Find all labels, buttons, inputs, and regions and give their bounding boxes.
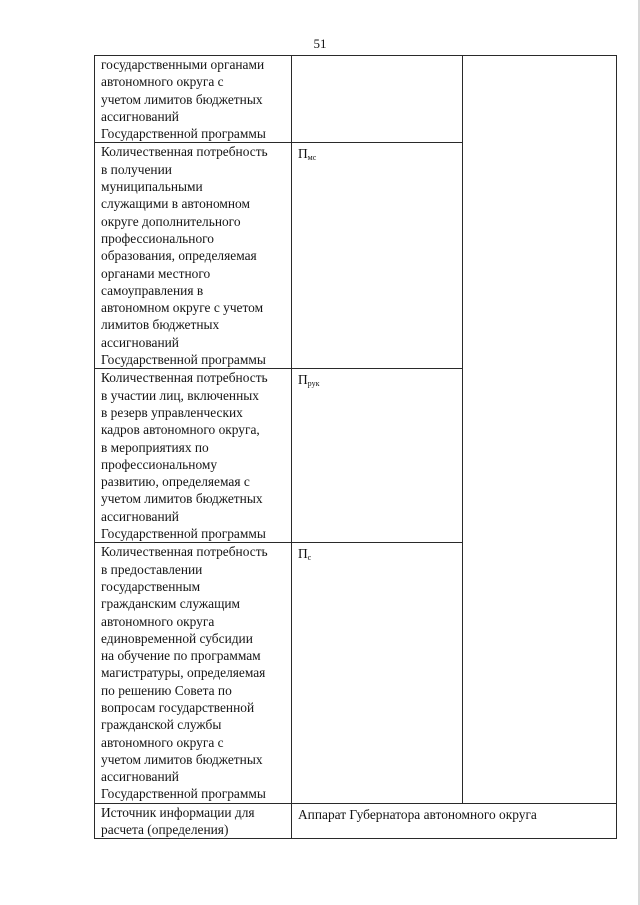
description-text: государственными органами автономного округа с учетом лимитов бюджетных ассигнований Государственной программы: [101, 57, 266, 142]
formula-symbol: [298, 543, 311, 566]
description-cell: [95, 56, 292, 143]
symbol-cell: [292, 369, 463, 543]
table-row: [95, 56, 617, 143]
symbol-cell: [292, 543, 463, 803]
symbol-subscript: рук: [307, 379, 320, 389]
symbol-base: П: [298, 146, 308, 162]
source-label-cell: [95, 803, 292, 839]
symbol-subscript: с: [307, 553, 312, 563]
source-row: [95, 803, 617, 839]
indicator-table: [94, 55, 617, 839]
description-cell: [95, 369, 292, 543]
symbol-base: П: [298, 546, 308, 562]
description-text: Количественная потребность в участии лиц, включенных в резерв управленческих кадров автономного округа, в мероприятиях по профессиональному развитию, определяемая с учетом лимитов бюджетных ассигнований Государственной программы: [101, 370, 268, 542]
page-number: 51: [313, 36, 327, 51]
symbol-base: П: [298, 372, 308, 388]
description-cell: [95, 143, 292, 369]
formula-symbol: [298, 369, 319, 392]
description-text: Количественная потребность в предоставлении государственным гражданским служащим автономного округа единовременной субсидии на обучение по программам магистратуры, определяемая по решению Совета по вопросам государственной гражданской службы автономного округа с учетом лимитов бюджетных ассигнований Государственной программы: [101, 544, 268, 802]
description-text: Количественная потребность в получении муниципальными служащими в автономном округе дополнительного профессионального образования, определяемая органами местного самоуправления в автономном округе с учетом лимитов бюджетных ассигнований Государственной программы: [101, 144, 268, 368]
symbol-cell: [292, 56, 463, 143]
empty-cell: [463, 56, 617, 804]
symbol-subscript: мс: [307, 153, 317, 163]
formula-symbol: [298, 143, 316, 166]
description-cell: [95, 543, 292, 803]
source-value-cell: [292, 803, 617, 839]
symbol-cell: [292, 143, 463, 369]
source-label: Источник информации для расчета (определения): [101, 804, 255, 838]
source-value: Аппарат Губернатора автономного округа: [298, 806, 537, 822]
